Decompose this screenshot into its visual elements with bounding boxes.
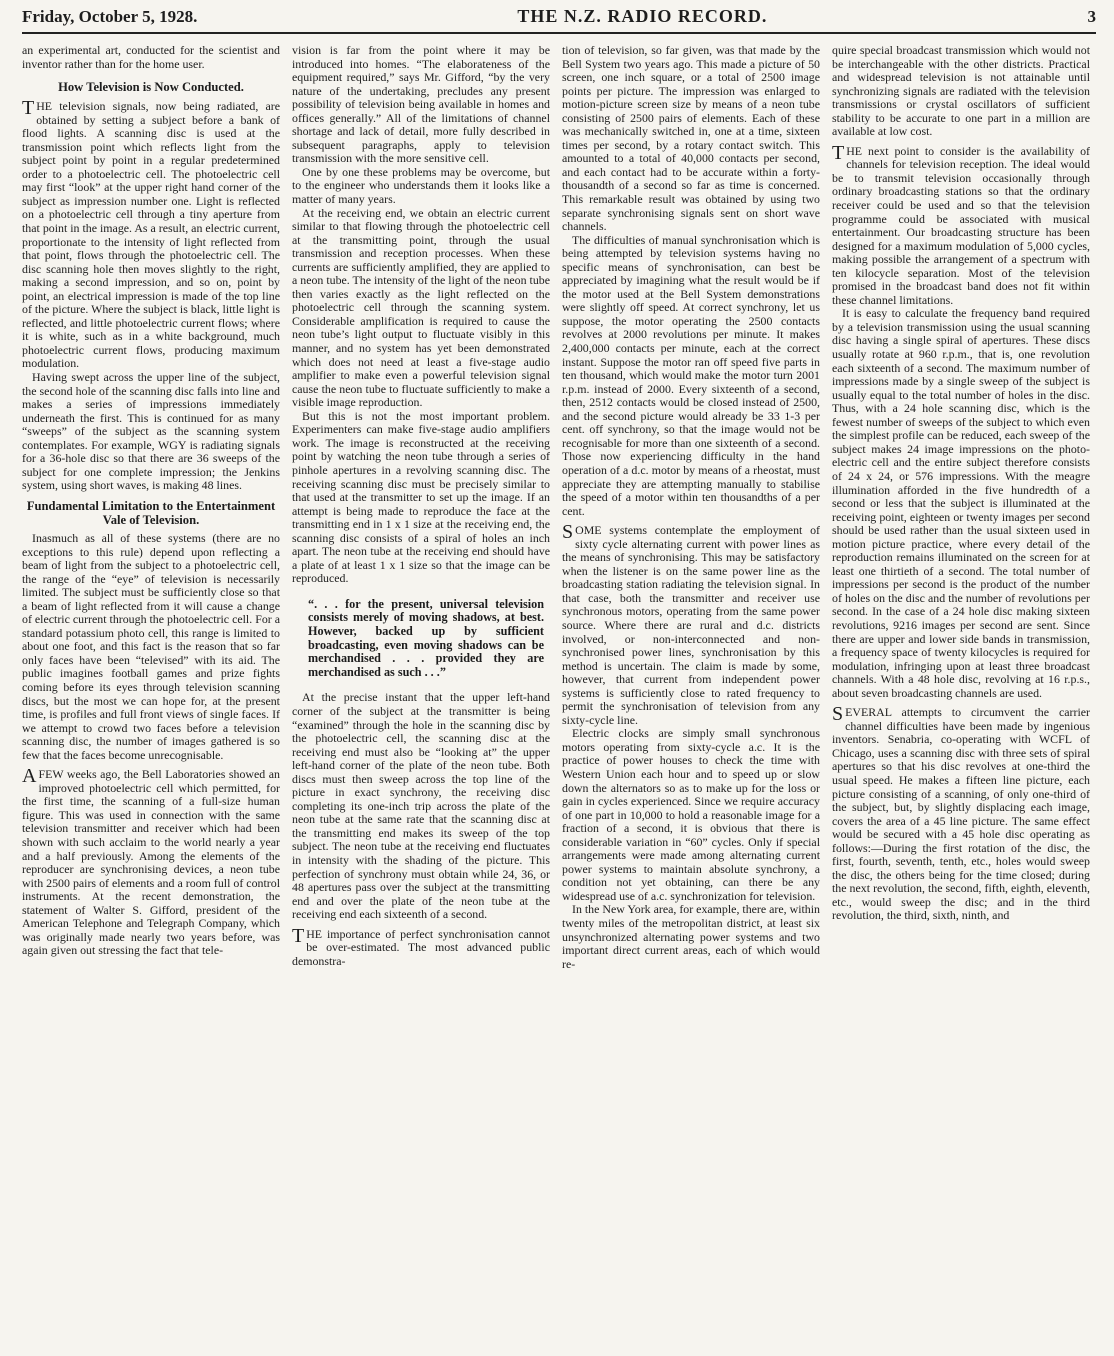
paragraph-text: HE next point to consider is the availability of channels for television reception. The ideal would be to transmit television occasionally through ordinary broadcasting stations so that the ordinary receiver could be used and so that the television programme could be associated with musical entertainment. Our broadcasting structure has been designed for a maximum modulation of 5,000 cycles, making possible the arrangement of a spectrum with ten kilocycle separation. Most of the television promised in the broadcast band does not fit within these channel limitations. — [832, 143, 1090, 307]
drop-cap: T — [292, 924, 305, 947]
drop-cap: T — [22, 97, 35, 120]
paragraph — [292, 924, 550, 969]
paragraph: At the receiving end, we obtain an electric current similar to that flowing through the photoelectric cell at the transmitting point, through the usual transmission and reception processes. When these currents are sufficiently amplified, they are applied to a neon tube. The intensity of the light of the neon tube then varies exactly as the light reflected on the photoelectric cell through the scanning system. Considerable amplification is required to cause the neon tube’s light output to fluctuate visibly in this manner, and no system has yet been demonstrated which does not need at least a five-stage audio amplifier to make even a powerful television signal cause the neon tube to fluctuate sufficiently to make a visible image reproduction. — [292, 205, 550, 410]
paragraph: an experimental art, conducted for the scientist and inventor rather than for the home user. — [22, 44, 280, 71]
paragraph — [832, 141, 1090, 308]
paragraph — [832, 703, 1090, 923]
page-number: 3 — [1087, 7, 1096, 26]
paragraph-text: FEW weeks ago, the Bell Laboratories showed an improved photoelectric cell which permitted, for the first time, the scanning of a full-size human figure. This was used in connection with the same television transmitter and receiver which had been shown with such acclaim to the world nearly a year and a half previously. Among the elements of the reproducer are synchronising devices, a neon tube with 2500 pairs of elements and a room full of control instruments. At the recent demonstration, the statement of Walter S. Gifford, president of the American Telephone and Telegraph Company, which was originally made nearly two years before, was again given out stressing the fact that tele- — [22, 767, 280, 958]
publication-title: THE N.Z. RADIO RECORD. — [517, 6, 768, 26]
paragraph: In the New York area, for example, there are, within twenty miles of the metropolitan district, at least six unsynchronized alternating power systems and two important direct current areas, each of which would re- — [562, 902, 820, 971]
paragraph: It is easy to calculate the frequency band required by a television transmission using the usual scanning disc having a single spiral of apertures. These discs usually rotate at 960 r.p.m., that is, one revolution each sixteenth of a second. The maximum number of impressions made by a single sweep of the subject is usually equal to the total number of holes in the disc. Thus, with a 24 hole scanning disc, which is the fewest number of sweeps of the subject to which even the simplest profile can be reduced, each sweep of the subject makes 24 image impressions on the photo-electric cell and the entire subject therefore consists of 24 x 24, or 576 impressions. With the meagre illumination afforded in the five hundredth of a second or less that the subject is illuminated at the receiving point, eighteen or twenty images per second should be used rather than the usual sixteen used in motion picture practice, where every detail of the reproduction remains illuminated on the screen for at least one thirtieth of a second. The total number of impressions per second is the product of the number of holes on the disc and the number of revolutions per second. In the case of a 24 hole disc making sixteen revolutions, 9216 images per second are sent. Since there are upper and lower side bands in transmission, a frequency space of twenty kilocycles is required for modulation, infringing upon at least three broadcast channels. With a 48 hole disc, revolving at 16 r.p.s., about seven broadcasting channels are used. — [832, 306, 1090, 700]
drop-cap: T — [832, 141, 845, 164]
section-heading: Fundamental Limitation to the Entertainment Vale of Television. — [26, 498, 276, 527]
column-2 — [292, 44, 550, 1344]
column-3 — [562, 44, 820, 1344]
paragraph — [562, 521, 820, 727]
paragraph-text: OME systems contemplate the employment of sixty cycle alternating current with power lines as the means of synchronising. This may be satisfactory when the listener is on the same power line as the broadcasting station radiating the television signal. In that case, both the transmitter and receiver use synchronous motors, operating from the same power source. Where there are rural and d.c. districts involved, or non-interconnected and non-synchronised power lines, synchronisation by this method is uncertain. The claim is made by some, however, that current from independent power systems is sufficiently close to rated frequency to permit the synchronisation of television from any sixty-cycle line. — [562, 523, 820, 727]
column-1 — [22, 44, 280, 1344]
paragraph: vision is far from the point where it may be introduced into homes. “The elaborateness of the equipment required,” says Mr. Gifford, “by the very nature of the undertaking, precludes any present possibility of television being available in homes and offices generally.” All of the limitations of channel shortage and lack of detail, more fully described in subsequent paragraphs, apply to television transmission with the more sensitive cell. — [292, 44, 550, 166]
drop-cap: S — [562, 521, 574, 544]
paragraph: One by one these problems may be overcome, but to the engineer who understands them it looks like a matter of many years. — [292, 164, 550, 207]
column-4 — [832, 44, 1090, 1344]
masthead — [22, 6, 1096, 34]
issue-date: Friday, October 5, 1928. — [22, 7, 198, 26]
pull-quote: “. . . for the present, universal television consists merely of moving shadows, at best. However, backed up by sufficient broadcasting, even moving shadows can be merchandised . . . provided they are merchandised as such . . .” — [308, 596, 544, 679]
paragraph: quire special broadcast transmission which would not be interchangeable with the other districts. Practical and widespread television is not attainable until synchronizing signals are radiated with the television transmissions or crystal oscillators of sufficient stability to be accurate to one part in a million are available at low cost. — [832, 44, 1090, 139]
drop-cap: A — [22, 765, 37, 788]
paragraph: tion of television, so far given, was that made by the Bell System two years ago. This made a picture of 50 screen, one inch square, or a total of 2500 image points per picture. The impression was enlarged to motion-picture screen size by means of a neon tube consisting of 2500 pairs of elements. Each of these was mechanically switched in, one at a time, sixteen times per second, by a rotary contact switch. This amounted to a total of 40,000 contacts per second, and each contact had to be accurate within a forty-thousandth of a second so far as time is concerned. This remarkable result was obtained by using two separate synchronising signals sent on short wave channels. — [562, 44, 820, 234]
drop-cap: S — [832, 703, 844, 726]
paragraph-text: HE importance of perfect synchronisation cannot be over-estimated. The most advanced public demonstra- — [292, 926, 550, 968]
paragraph: The difficulties of manual synchronisation which is being attempted by television systems having no specific means of synchronisation, can best be appreciated by imagining what the result would be if the motor used at the Bell System demonstrations were slightly off speed. At correct synchrony, let us suppose, the motor operating the 2500 contacts revolves at 2000 revolutions per minute. It makes 2,400,000 contacts per minute, each at the correct instant. Suppose the motor ran off speed five parts in ten thousand, which would make the motor turn 2001 r.p.m. instead of 2000. Every sixteenth of a second, then, 2512 contacts would be closed instead of 2500, and the second picture would already be 33 1-3 per cent. off synchrony, so that the image would not be recognisable for more than one sixteenth of a second. Those now experiencing difficulty in the hand operation of a d.c. motor by means of a rheostat, must appreciate they are attempting manually to stabilise the speed of a motor within ten thousandths of a per cent. — [562, 232, 820, 518]
paragraph: Electric clocks are simply small synchronous motors operating from sixty-cycle a.c. It is the practice of power houses to check the time with Western Union each hour and to speed up or slow down the alternators so as to make up for the loss or gain in cycles experienced. Since we require accuracy of one part in 10,000 to hold a reasonable image for a fraction of a second, it is obvious that there is considerable variation in “60” cycles. Only if special arrangements were made among alternating current power systems to maintain absolute synchrony, a condition not yet obtaining, can there be any widespread use of a.c. synchronization for television. — [562, 726, 820, 903]
paragraph — [22, 97, 280, 371]
paragraph-text: EVERAL attempts to circumvent the carrier channel difficulties have been made by ingenious inventors. Senabria, co-operating with WCFL of Chicago, uses a scanning disc with three sets of spiral apertures so that his disc revolves at one-third the usual speed. He makes a fifteen line picture, each picture consisting of a scanning, of only one-third of the subject, but, by slightly displacing each image, covers the area of a 45 line picture. The same effect would be secured with a 45 hole disc operating as follows:—During the first rotation of the disc, the first, fourth, seventh, tenth, etc., holes would sweep the disc, the others being for the time closed; during the next revolution, the second, fifth, eighth, eleventh, etc., would sweep the disc; and in the third revolution, the third, sixth, ninth, and — [832, 705, 1090, 923]
article-columns — [22, 44, 1096, 1344]
paragraph: Having swept across the upper line of the subject, the second hole of the scanning disc falls into line and makes a series of impressions immediately underneath the first. This is continued for as many “sweeps” of the subject as the scanning system contemplates. For example, WGY is radiating signals for a 36-hole disc so that there are 36 sweeps of the subject for one complete impression; the Jenkins system, using short waves, is making 48 lines. — [22, 370, 280, 493]
paragraph: At the precise instant that the upper left-hand corner of the subject at the transmitter is being “examined” through the hole in the scanning disc by the photoelectric cell, the scanning disc at the receiving end must also be “looking at” the upper left-hand corner of the plate of the neon tube. Both discs must then sweep across the top line of the picture in exact synchrony, the receiving disc completing its one-inch trip across the plate of the neon tube at the same rate that the scanning disc at the transmitting end makes its sweep of the top subject. The neon tube at the receiving end fluctuates in intensity with the shading of the picture. This perfection of synchrony must obtain while 24, 36, or 48 apertures pass over the subject at the transmitting end and over the plate of the neon tube at the receiving end each sixteenth of a second. — [292, 690, 550, 922]
paragraph — [22, 765, 280, 958]
paragraph-text: HE television signals, now being radiated, are obtained by setting a subject before a bank of flood lights. A scanning disc is used at the transmission point which reflects light from the subject point by point in a regular predetermined order to a photoelectric cell. The photoelectric cell may first “look” at the upper right hand corner of the subject as impression number one. Light is reflected on a photoelectric cell through a tiny aperture from that point in the image. As a result, an electric current, proportionate to the intensity of light reflected from that point, flows through the photoelectric cell. The disc scanning hole then moves slightly to the right, making a second impression, and so on, point by point, an electrical impression is made of the top line of the picture. Where the subject is black, little light is reflected, and little photoelectric current flows; where it is white, such as in a white background, much photoelectric current flows, producing maximum modulation. — [22, 99, 280, 371]
section-heading: How Television is Now Conducted. — [58, 80, 244, 95]
paragraph: But this is not the most important problem. Experimenters can make five-stage audio amplifiers work. The image is reconstructed at the receiving point by watching the neon tube through a series of pinhole apertures in a revolving scanning disc. The receiving scanning disc must be precisely similar to that used at the transmitter to set up the image. If an attempt is being made to reproduce the face at the transmitting end in 1 x 1 size at the receiving end, the scanning disc consists of a spiral of holes an inch apart. The neon tube at the receiving end should have a plate of at least 1 x 1 size so that the image can be reproduced. — [292, 408, 550, 586]
paragraph: Inasmuch as all of these systems (there are no exceptions to this rule) depend upon reflecting a beam of light from the subject to a photoelectric cell, the range of the “eye” of television is necessarily limited. The subject must be sufficiently close so that a beam of light reflected from it will cause a change of electric current through the photoelectric cell. For a standard potassium photo cell, this range is limited to about one foot, and this fact is the reason that so far only faces have been “televised” with its aid. The public imagines football games and prize fights coming before its eyes through television scanning discs, but the most we can hope for, at the present time, is profiles and full front views of single faces. If we attempt to crowd two faces before a television scanning disc, the number of images gathered is so few that the faces become unrecognisable. — [22, 530, 280, 762]
